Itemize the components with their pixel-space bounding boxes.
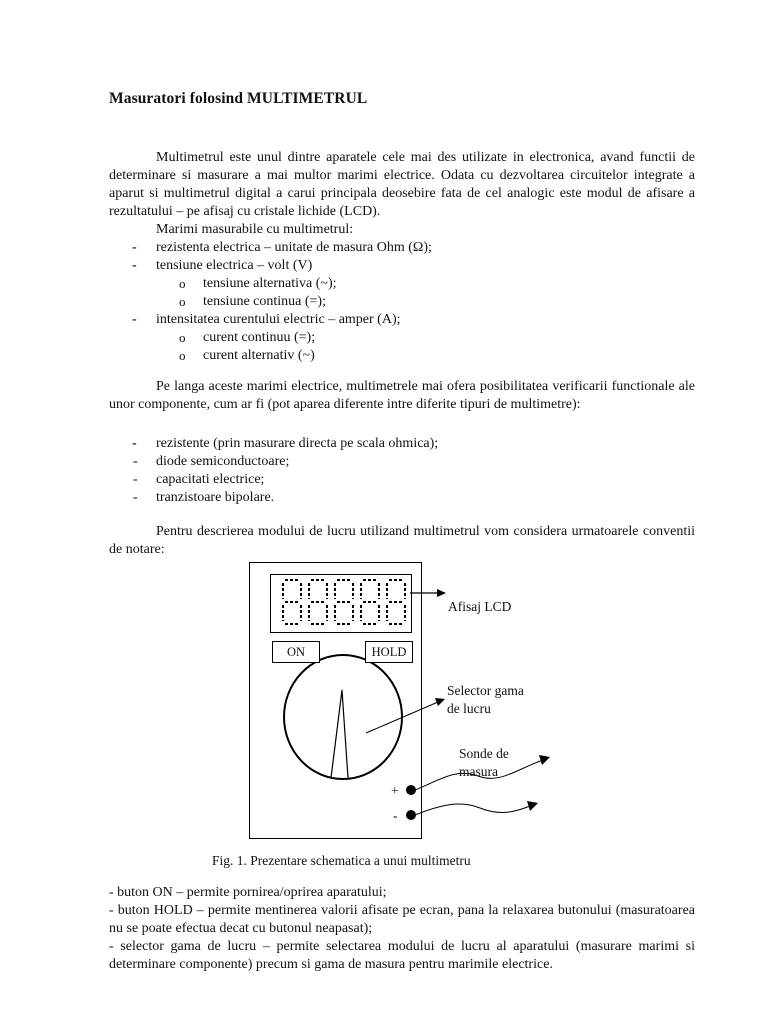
components-paragraph: Pe langa aceste marimi electrice, multimetrele mai ofera posibilitatea verificarii functionale ale unor componente, cum ar fi (pot aparea diferente intre diferite tipuri de multimetre):	[109, 379, 695, 412]
list-bullet: -	[133, 472, 138, 487]
minus-label: -	[393, 808, 398, 823]
description-hold: - buton HOLD – permite mentinerea valorii afisate pe ecran, pana la relaxarea butonului (masuratoarea nu se poate efectua decat cu butonul neapasat);	[109, 903, 695, 936]
list-bullet: o	[179, 294, 186, 309]
list-bullet: -	[132, 240, 137, 255]
selector-label-line1: Selector gama	[447, 683, 524, 698]
list-item-text: tensiune alternativa (~);	[203, 276, 337, 291]
plus-probe-arrow	[539, 755, 550, 765]
page-title: Masuratori folosind MULTIMETRUL	[109, 90, 368, 107]
selector-label-line2: de lucru	[447, 701, 491, 716]
plus-jack-icon	[406, 785, 416, 795]
list-bullet: -	[132, 258, 137, 273]
probes-label-line1: Sonde de	[459, 746, 509, 761]
description-on: - buton ON – permite pornirea/oprirea aparatului;	[109, 885, 387, 900]
description-selector: - selector gama de lucru – permite selectarea modului de lucru al aparatului (masurare marimi si determinare componente) precum si gama de masura pentru marimile electrice.	[109, 939, 695, 972]
list-item-text: diode semiconductoare;	[156, 454, 290, 469]
list-item-text: tensiune continua (=);	[203, 294, 326, 309]
descriptions	[109, 884, 695, 974]
figure-caption: Fig. 1. Prezentare schematica a unui multimetru	[212, 853, 471, 868]
list-item-text: rezistenta electrica – unitate de masura Ohm (Ω);	[156, 240, 432, 255]
lcd-label: Afisaj LCD	[448, 599, 512, 614]
selector-pointer-icon	[331, 690, 348, 778]
selector-arrow-head	[435, 698, 445, 706]
list-item-text: tensiune electrica – volt (V)	[156, 258, 313, 273]
list-bullet: o	[179, 276, 186, 291]
list-bullet: -	[132, 436, 137, 451]
list-item-text: intensitatea curentului electric – amper (A);	[156, 312, 401, 327]
selector-dial	[284, 655, 402, 779]
plus-label: +	[391, 783, 399, 798]
measurable-heading: Marimi masurabile cu multimetrul:	[156, 222, 354, 237]
list-bullet: -	[132, 312, 137, 327]
minus-probe-arrow	[527, 801, 538, 811]
hold-button: HOLD	[365, 641, 413, 663]
list-bullet: -	[133, 454, 138, 469]
intro-paragraph: Multimetrul este unul dintre aparatele cele mai des utilizate in electronica, avand functii de determinare si masurare a mai multor marimi electrice. Odata cu dezvoltarea circuitelor integrate a aparut si multimetrul digital a carui principala deosebire fata de cel analogic este modul de afisare a rezultatului – pe afisaj cu cristale lichide (LCD).	[109, 150, 695, 219]
probes-label-line2: masura	[459, 764, 498, 779]
list-bullet: -	[133, 490, 138, 505]
list-item-text: rezistente (prin masurare directa pe scala ohmica);	[156, 436, 439, 451]
list-item-text: curent continuu (=);	[203, 330, 316, 345]
conventions-paragraph: Pentru descrierea modului de lucru utilizand multimetrul vom considera urmatoarele conventii de notare:	[109, 524, 695, 557]
list-item-text: curent alternativ (~)	[203, 348, 315, 363]
lcd-digits	[283, 580, 405, 624]
minus-probe-wire	[415, 804, 530, 815]
list-bullet: o	[179, 348, 186, 363]
minus-jack-icon	[406, 810, 416, 820]
list-item-text: capacitati electrice;	[156, 472, 265, 487]
list-item-text: tranzistoare bipolare.	[156, 490, 275, 505]
on-button: ON	[272, 641, 320, 663]
list-bullet: o	[179, 330, 186, 345]
lcd-arrow-head	[437, 589, 446, 597]
